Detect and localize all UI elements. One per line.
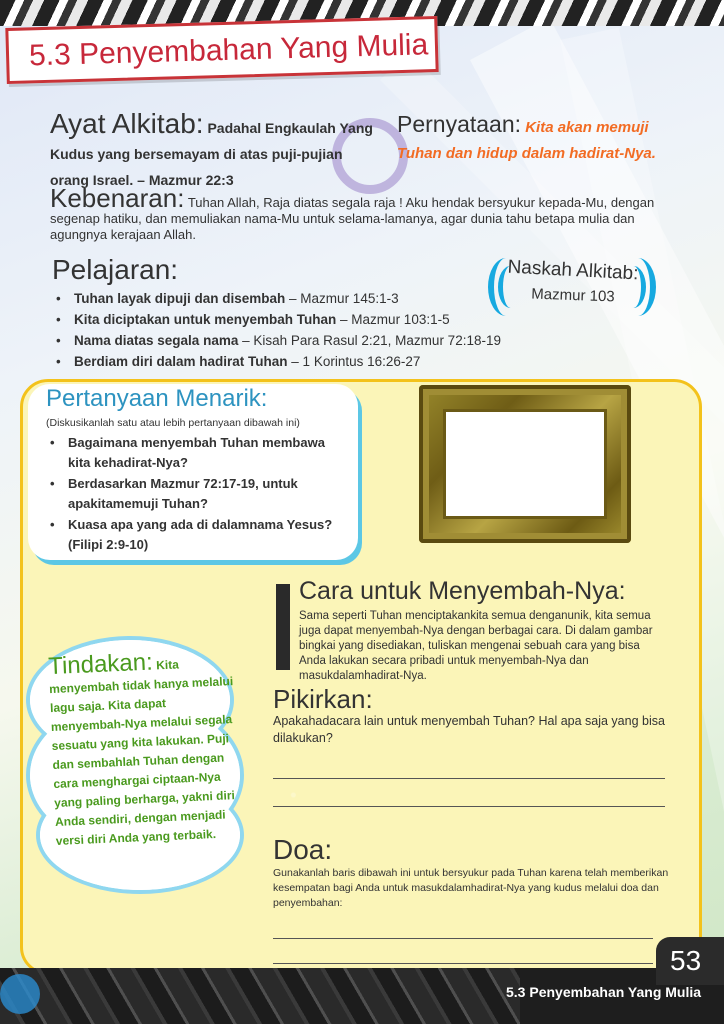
- lesson-point: Tuhan layak dipuji dan disembah: [74, 291, 286, 306]
- lesson-reference: – 1 Korintus 16:26-27: [287, 354, 421, 369]
- answer-line[interactable]: [273, 963, 653, 964]
- kebenaran-block: [50, 183, 675, 243]
- kebenaran-text: Tuhan Allah, Raja diatas segala raja ! Aku hendak bersyukur kepada-Mu, dengan segenap hatiku, dan memuliakan nama-Mu untuk selama-lamanya, agar dunia tahu betapa mulia dan agungnya kerajaan Allah.: [50, 195, 655, 242]
- lesson-reference: – Mazmur 103:1-5: [336, 312, 450, 327]
- ayat-label: Ayat Alkitab:: [50, 108, 204, 139]
- naskah-alkitab-badge: [488, 252, 656, 324]
- footer-pattern: [0, 968, 520, 1024]
- answer-line[interactable]: [273, 938, 653, 939]
- ayat-alkitab-block: [50, 108, 385, 193]
- cara-heading: Cara untuk Menyembah-Nya:: [299, 577, 626, 605]
- doa-text: Gunakanlah baris dibawah ini untuk bersyukur pada Tuhan karena telah memberikan kesempatan bagi Anda untuk masukdalamhadirat-Nya yang kudus melalui doa dan penyembahan:: [273, 867, 669, 909]
- list-item: [50, 351, 610, 372]
- lesson-reference: – Mazmur 145:1-3: [285, 291, 399, 306]
- list-item: • Bagaimana menyembah Tuhan membawa kita kehadirat-Nya?: [46, 433, 346, 473]
- frame-drawing-area[interactable]: [446, 412, 604, 516]
- pertanyaan-subtitle: (Diskusikanlah satu atau lebih pertanyaan dibawah ini): [46, 417, 300, 429]
- pelajaran-heading: Pelajaran:: [52, 254, 179, 285]
- lesson-reference: – Kisah Para Rasul 2:21, Mazmur 72:18-19: [238, 333, 501, 348]
- answer-line[interactable]: [273, 778, 665, 779]
- naskah-reference: Mazmur 103: [531, 285, 615, 306]
- lesson-point: Kita diciptakan untuk menyembah Tuhan: [74, 312, 337, 327]
- tindakan-block: [48, 649, 241, 851]
- page-title: 5.3 Penyembahan Yang Mulia: [28, 28, 429, 73]
- list-item: [50, 330, 610, 351]
- pertanyaan-heading: Pertanyaan Menarik:: [46, 385, 268, 412]
- tindakan-heading: Tindakan:: [47, 648, 154, 681]
- lesson-point: Nama diatas segala nama: [74, 333, 239, 348]
- footer-title: 5.3 Penyembahan Yang Mulia: [506, 984, 702, 1000]
- pernyataan-label: Pernyataan:: [397, 111, 522, 137]
- pernyataan-block: [397, 111, 687, 167]
- pertanyaan-list: [46, 433, 346, 556]
- doa-heading: Doa:: [273, 834, 333, 865]
- list-item: • Kuasa apa yang ada di dalamnama Yesus? (Filipi 2:9-10): [46, 515, 346, 555]
- answer-line[interactable]: [273, 806, 665, 807]
- naskah-title: Naskah Alkitab:: [507, 256, 639, 285]
- ayat-text: Padahal Engkaulah Yang Kudus yang bersemayam di atas puji-pujian orang Israel. – Mazmur 22:3: [50, 120, 373, 188]
- pikirkan-heading: Pikirkan:: [273, 684, 373, 714]
- pernyataan-text: Kita akan memuji Tuhan dan hidup dalam hadirat-Nya.: [397, 119, 656, 162]
- tindakan-text: Kita menyembah tidak hanya melalui lagu saja. Kita dapat menyembah-Nya melalui segala sesuatu yang kita lakukan. Puji dan sembahlah Tuhan dengan cara menghargai ciptaan-Nya yang paling berharga, yakni diri Anda sendiri, dengan menjadi versi diri Anda yang terbaik.: [48, 657, 236, 848]
- pikirkan-text: Apakahadacara lain untuk menyembah Tuhan? Hal apa saja yang bisa dilakukan?: [273, 714, 665, 745]
- picture-frame: [419, 385, 631, 543]
- lesson-point: Berdiam diri dalam hadirat Tuhan: [74, 354, 288, 369]
- list-item: • Berdasarkan Mazmur 72:17-19, untuk apakitamemuji Tuhan?: [46, 474, 346, 514]
- page-number: 53: [670, 945, 702, 976]
- cara-text: Sama seperti Tuhan menciptakankita semua denganunik, kita semua juga dapat menyembah-Nya dengan berbagai cara. Di dalam gambar bingkai yang disediakan, tuliskan mengenai sebuah cara yang bisa Anda lakukan secara pribadi untuk menyembah-Nya dan masukdalamhadirat-Nya.: [299, 610, 653, 682]
- kebenaran-label: Kebenaran:: [50, 183, 185, 213]
- corner-decoration: [0, 974, 40, 1014]
- section-bar-decoration: [276, 584, 290, 670]
